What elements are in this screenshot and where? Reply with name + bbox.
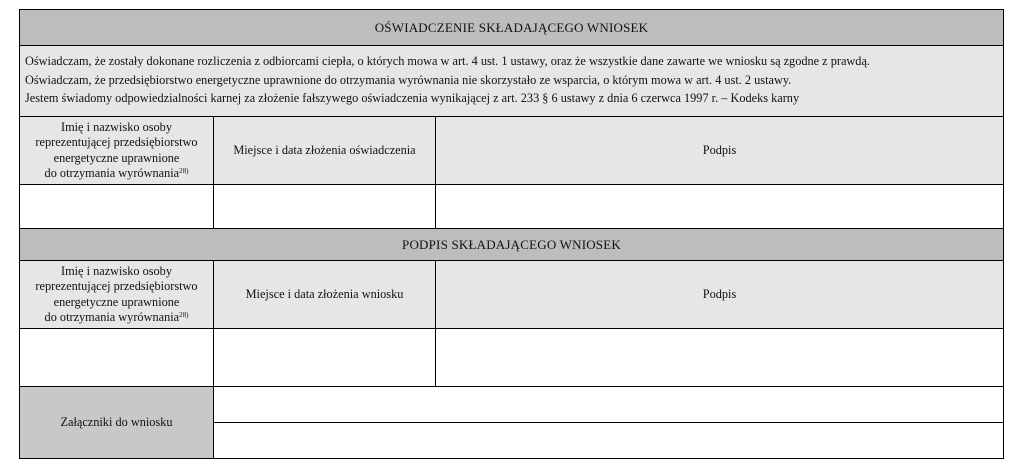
- attachments-row: [20, 387, 1003, 458]
- declaration-form: [19, 9, 1004, 459]
- statement-col-name-header: Imię i nazwisko osoby reprezentującej przedsiębiorstwo energetyczne uprawnione do otrzymania wyrównania$^{28)}$: [20, 117, 214, 184]
- statement-signature-field[interactable]: [436, 185, 1003, 228]
- statement-col-signature-header: Podpis: [702, 142, 737, 157]
- statement-input-row: [20, 185, 1003, 229]
- footnote-ref: 28): [179, 311, 189, 319]
- footnote-ref: 28): [179, 167, 189, 175]
- signature-signature-field[interactable]: [436, 329, 1003, 386]
- statement-line-3: Jestem świadomy odpowiedzialności karnej za złożenie fałszywego oświadczenia wynikającej z art. 233 § 6 ustawy z dnia 6 czerwca 1997 r. – Kodeks karny: [25, 91, 800, 105]
- signature-section-title: PODPIS SKŁADAJĄCEGO WNIOSEK: [402, 236, 621, 252]
- statement-col-place-header: Miejsce i data złożenia oświadczenia: [214, 117, 436, 184]
- signature-input-row: [20, 329, 1003, 387]
- signature-col-signature-header: Podpis: [702, 286, 737, 301]
- statement-section-header: [20, 10, 1003, 46]
- signature-name-field[interactable]: [20, 329, 214, 386]
- statement-section-title: OŚWIADCZENIE SKŁADAJĄCEGO WNIOSEK: [374, 19, 649, 35]
- attachments-fields: [214, 387, 1003, 458]
- attachment-field-1[interactable]: [214, 387, 1003, 422]
- attachments-label: Załączniki do wniosku: [20, 387, 214, 458]
- signature-col-place-header: Miejsce i data złożenia wniosku: [214, 261, 436, 328]
- statement-line-2: Oświadczam, że przedsiębiorstwo energetyczne uprawnione do otrzymania wyrównania nie skorzystało ze wsparcia, o którym mowa w art. 4 ust. 2 ustawy.: [25, 72, 792, 87]
- statement-text-block: [20, 46, 1003, 117]
- statement-line-1: Oświadczam, że zostały dokonane rozliczenia z odbiorcami ciepła, o których mowa w art. 4 ust. 1 ustawy, oraz że wszystkie dane zawarte we wniosku są zgodne z prawdą.: [25, 54, 870, 68]
- statement-name-field[interactable]: [20, 185, 214, 228]
- signature-place-date-field[interactable]: [214, 329, 436, 386]
- signature-col-name-header: Imię i nazwisko osoby reprezentującej przedsiębiorstwo energetyczne uprawnione do otrzymania wyrównania$^{28)}$: [20, 261, 214, 328]
- statement-place-date-field[interactable]: [214, 185, 436, 228]
- statement-columns-header: [20, 117, 1003, 185]
- signature-columns-header: [20, 261, 1003, 329]
- signature-section-header: [20, 229, 1003, 261]
- attachment-field-2[interactable]: [214, 422, 1003, 458]
